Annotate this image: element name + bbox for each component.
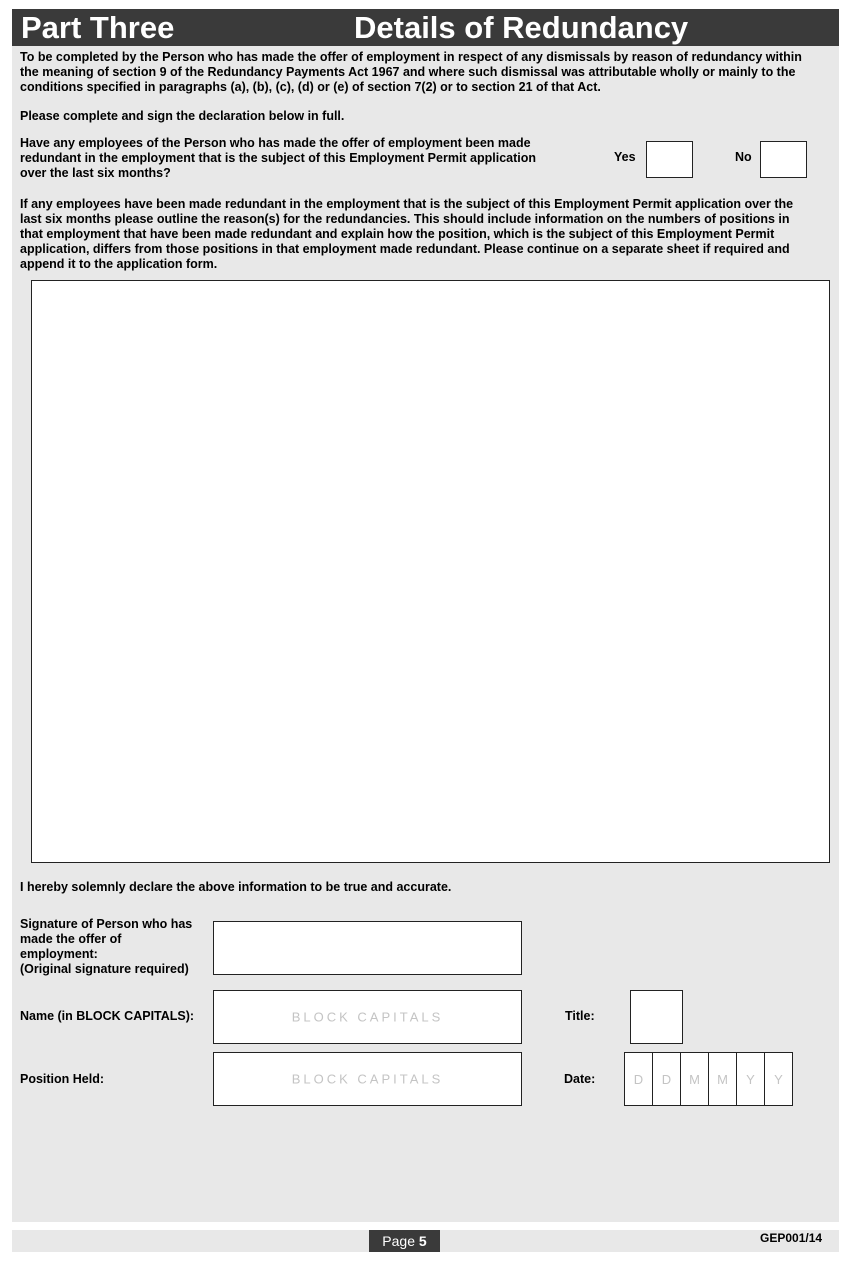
signature-label-line-2: made the offer of	[20, 932, 122, 946]
signature-label-line-4: (Original signature required)	[20, 962, 189, 976]
instruction-text: Please complete and sign the declaration below in full.	[20, 109, 345, 123]
no-label: No	[735, 150, 752, 164]
explain-line-5: append it to the application form.	[20, 257, 218, 271]
question-line-2: redundant in the employment that is the subject of this Employment Permit application	[20, 151, 537, 165]
section-header	[12, 9, 839, 46]
intro-line-1: To be completed by the Person who has made the offer of employment in respect of any dismissals by reason of redundancy within	[20, 50, 802, 64]
form-code: GEP001/14	[760, 1231, 823, 1245]
name-placeholder: BLOCK CAPITALS	[291, 1009, 444, 1025]
name-field[interactable]	[213, 990, 522, 1044]
explain-line-4: application, differs from those positions in that employment made redundant. Please continue on a separate sheet if required and	[20, 242, 790, 256]
yes-checkbox[interactable]	[646, 141, 693, 178]
part-label: Part Three	[21, 10, 175, 45]
declaration-text: I hereby solemnly declare the above information to be true and accurate.	[20, 880, 452, 894]
date-month-cell-2[interactable]: M	[708, 1052, 737, 1106]
signature-label-line-3: employment:	[20, 947, 98, 961]
date-field[interactable]	[624, 1052, 792, 1106]
page-indicator	[369, 1230, 440, 1252]
no-checkbox[interactable]	[760, 141, 807, 178]
explain-line-3: that employment that have been made redundant and explain how the position, which is the subject of this Employment Permit	[20, 227, 775, 241]
page-label: Page	[382, 1233, 415, 1249]
signature-field[interactable]	[213, 921, 522, 975]
position-field[interactable]	[213, 1052, 522, 1106]
date-day-cell-2[interactable]: D	[652, 1052, 681, 1106]
date-day-cell-1[interactable]: D	[624, 1052, 653, 1106]
question-line-3: over the last six months?	[20, 166, 171, 180]
explain-line-2: last six months please outline the reason(s) for the redundancies. This should include information on the numbers of positions in	[20, 212, 790, 226]
question-line-1: Have any employees of the Person who has made the offer of employment been made	[20, 136, 531, 150]
name-label: Name (in BLOCK CAPITALS):	[20, 1009, 195, 1023]
intro-line-3: conditions specified in paragraphs (a), (b), (c), (d) or (e) of section 7(2) or to section 21 of that Act.	[20, 80, 601, 94]
date-year-cell-2[interactable]: Y	[764, 1052, 793, 1106]
date-label: Date:	[564, 1072, 596, 1086]
section-title: Details of Redundancy	[354, 10, 689, 45]
page-number: 5	[418, 1233, 427, 1249]
date-month-cell-1[interactable]: M	[680, 1052, 709, 1106]
date-year-cell-1[interactable]: Y	[736, 1052, 765, 1106]
redundancy-reasons-textarea[interactable]	[31, 280, 830, 863]
position-placeholder: BLOCK CAPITALS	[291, 1071, 444, 1087]
explain-line-1: If any employees have been made redundant in the employment that is the subject of this Employment Permit application over the	[20, 197, 794, 211]
signature-label-line-1: Signature of Person who has	[20, 917, 193, 931]
yes-label: Yes	[614, 150, 636, 164]
position-label: Position Held:	[20, 1072, 105, 1086]
title-field[interactable]	[630, 990, 683, 1044]
title-label: Title:	[565, 1009, 595, 1023]
intro-line-2: the meaning of section 9 of the Redundancy Payments Act 1967 and where such dismissal was attributable wholly or mainly to the	[20, 65, 796, 79]
